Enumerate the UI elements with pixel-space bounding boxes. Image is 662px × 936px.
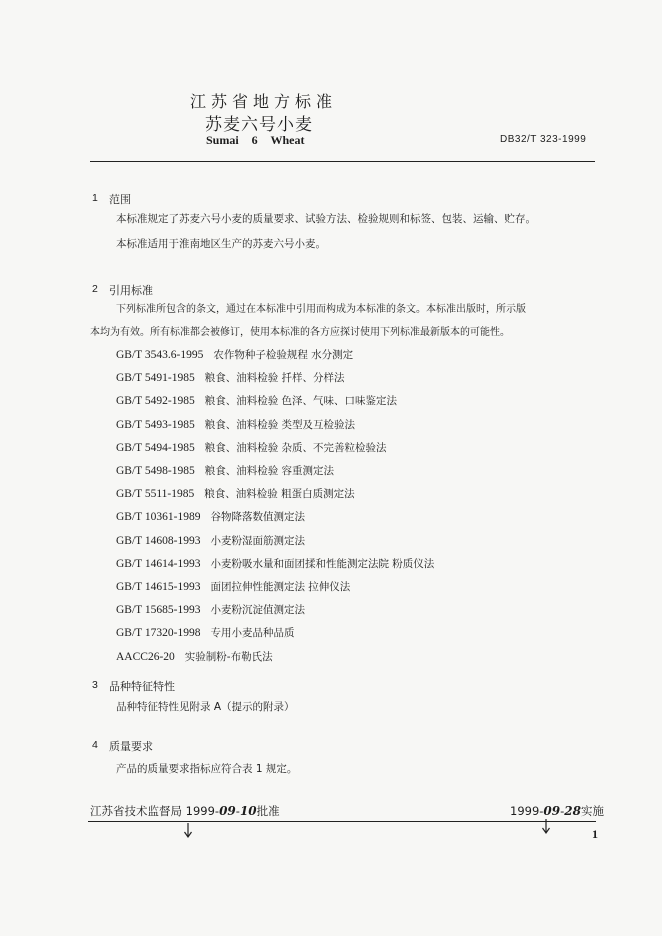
standard-code: DB32/T 323-1999 xyxy=(500,134,587,145)
section-2-intro: 下列标准所包含的条文，通过在本标准中引用而构成为本标准的条文。本标准出版时，所示版 xyxy=(116,304,526,315)
reference-code: GB/T 3543.6-1995 xyxy=(116,349,204,361)
reference-code: GB/T 10361-1989 xyxy=(116,511,201,524)
implementation-line xyxy=(510,803,604,819)
reference-description: 实验制粉-布勒氏法 xyxy=(184,650,273,663)
reference-code: GB/T 5492-1985 xyxy=(116,395,195,408)
reference-code: GB/T 14614-1993 xyxy=(116,557,201,570)
reference-description: 粮食、油料检验 容重测定法 xyxy=(204,465,335,477)
approval-day: 10 xyxy=(239,804,257,818)
section-1-paragraph: 本标准适用于淮南地区生产的苏麦六号小麦。 xyxy=(116,238,326,250)
reference-description: 谷物降落数值测定法 xyxy=(210,511,305,524)
section-4-paragraph: 产品的质量要求指标应符合表 1 规定。 xyxy=(116,763,298,775)
footer-divider xyxy=(88,821,596,822)
section-2-number: 2 xyxy=(92,283,98,295)
reference-description: 粮食、油料检验 类型及互检验法 xyxy=(204,418,356,431)
reference-code: GB/T 14608-1993 xyxy=(116,534,201,547)
section-1-title: 范围 xyxy=(109,193,131,206)
reference-item xyxy=(116,417,355,432)
reference-description: 小麦粉湿面筋测定法 xyxy=(210,534,305,547)
reference-code: GB/T 15685-1993 xyxy=(116,604,201,617)
reference-description: 小麦粉吸水量和面团揉和性能测定法院 粉质仪法 xyxy=(210,557,435,570)
reference-code: GB/T 17320-1998 xyxy=(116,627,201,640)
reference-item xyxy=(116,602,305,617)
reference-description: 农作物种子检验规程 水分测定 xyxy=(213,349,354,361)
reference-item xyxy=(116,625,294,640)
section-1-paragraph: 本标准规定了苏麦六号小麦的质量要求、试验方法、检验规则和标签、包装、运输、贮存。 xyxy=(116,213,536,225)
section-1-number: 1 xyxy=(92,192,98,204)
section-2-intro: 本均为有效。所有标准都会被修订，使用本标准的各方应探讨使用下列标准最新版本的可能性。 xyxy=(90,327,510,338)
approval-org: 江苏省技术监督局 1999- xyxy=(90,804,220,818)
reference-item xyxy=(116,509,305,524)
impl-suffix: 实施 xyxy=(580,804,604,818)
issuer-heading: 江苏省地方标准 xyxy=(190,92,338,111)
reference-item xyxy=(116,393,397,408)
header-divider xyxy=(90,161,595,162)
reference-code: AACC26-20 xyxy=(116,650,175,663)
reference-item xyxy=(116,440,387,455)
section-3-title: 品种特征特性 xyxy=(109,680,175,693)
section-3-paragraph: 品种特征特性见附录 A（提示的附录） xyxy=(116,701,295,713)
reference-description: 粮食、油料检验 色泽、气味、口味鉴定法 xyxy=(204,395,398,408)
reference-code: GB/T 5498-1985 xyxy=(116,465,195,477)
reference-code: GB/T 5493-1985 xyxy=(116,418,195,431)
approval-separator: - xyxy=(235,804,240,818)
section-4-title: 质量要求 xyxy=(109,740,153,753)
reference-description: 专用小麦品种品质 xyxy=(210,627,295,640)
reference-item xyxy=(116,533,305,548)
reference-code: GB/T 5491-1985 xyxy=(116,372,195,385)
section-2-title: 引用标准 xyxy=(109,284,153,297)
approval-suffix: 批准 xyxy=(256,804,280,818)
approval-month: 09 xyxy=(219,804,236,818)
reference-item xyxy=(116,556,434,571)
reference-description: 面团拉伸性能测定法 拉伸仪法 xyxy=(210,581,351,593)
impl-prefix: 1999- xyxy=(510,804,544,818)
reference-description: 粮食、油料检验 粗蛋白质测定法 xyxy=(204,488,355,501)
section-3-number: 3 xyxy=(92,679,98,691)
approval-line xyxy=(90,803,280,819)
reference-description: 粮食、油料检验 扦样、分样法 xyxy=(204,372,345,385)
document-title: 苏麦六号小麦 xyxy=(205,115,313,135)
section-4-number: 4 xyxy=(92,739,98,751)
reference-item xyxy=(116,579,350,594)
impl-month: 09 xyxy=(543,804,561,818)
reference-code: GB/T 14615-1993 xyxy=(116,581,201,593)
reference-code: GB/T 5511-1985 xyxy=(116,488,195,501)
reference-item xyxy=(116,347,353,362)
reference-item xyxy=(116,649,273,664)
impl-separator: - xyxy=(560,804,565,818)
document-title-english: Sumai 6 Wheat xyxy=(206,133,305,147)
reference-code: GB/T 5494-1985 xyxy=(116,441,195,454)
reference-item xyxy=(116,463,334,478)
arrow-down-icon xyxy=(541,818,551,836)
reference-description: 粮食、油料检验 杂质、不完善粒检验法 xyxy=(204,441,387,454)
page-number: 1 xyxy=(592,827,598,841)
reference-item xyxy=(116,486,355,501)
arrow-down-icon xyxy=(183,822,193,840)
reference-description: 小麦粉沉淀值测定法 xyxy=(210,604,305,617)
reference-item xyxy=(116,370,345,385)
impl-day: 28 xyxy=(564,804,581,818)
